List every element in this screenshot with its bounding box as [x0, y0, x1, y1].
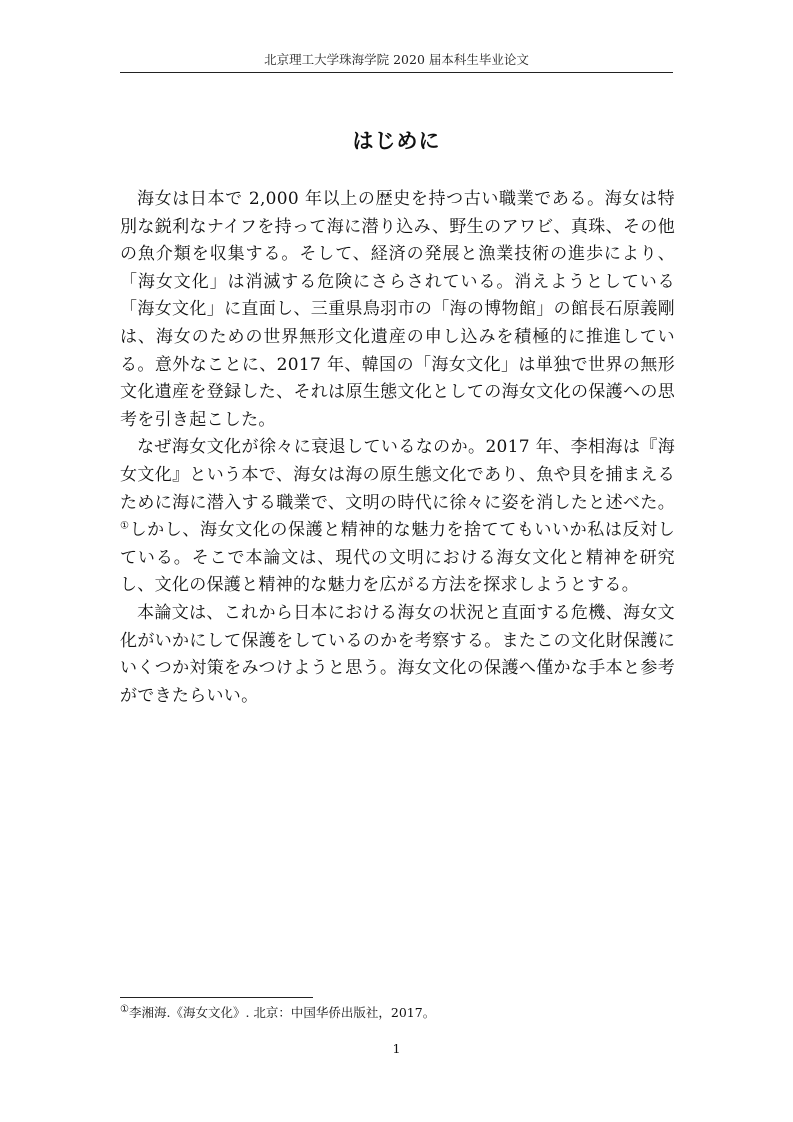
- paragraph-2: [120, 434, 675, 600]
- paragraph-1: 海女は日本で 2,000 年以上の歴史を持つ古い職業である。海女は特別な鋭利なナイフを持って海に潜り込み、野生のアワビ、真珠、その他の魚介類を収集する。そして、経済の発展と漁業技術の進歩により、「海女文化」は消滅する危険にさらされている。消えようとしている「海女文化」に直面し、三重県鳥羽市の「海の博物館」の館長石原義剛は、海女のための世界無形文化遺産の申し込みを積極的に推進している。意外なことに、2017 年、韓国の「海女文化」は単独で世界の無形文化遺産を登録した、それは原生態文化としての海女文化の保護への思考を引き起こした。: [120, 189, 675, 430]
- page-number: 1: [392, 1041, 401, 1056]
- header-rule: [120, 72, 673, 73]
- footnote-text: 李湘海.《海女文化》. 北京：中国华侨出版社，2017。: [128, 1005, 436, 1020]
- footnote-reference[interactable]: ①: [120, 520, 130, 532]
- paragraph-2-after-note: しかし、海女文化の保護と精神的な魅力を捨ててもいいか私は反対している。そこで本論文は、現代の文明における海女文化と精神を研究し、文化の保護と精神的な魅力を広がる方法を探求しようとする。: [120, 520, 675, 596]
- running-header: 北京理工大学珠海学院 2020 届本科生毕业论文: [264, 52, 529, 67]
- footnote-mark: ①: [120, 1003, 129, 1015]
- chapter-title: はじめに: [352, 128, 441, 153]
- body-text: [120, 186, 675, 710]
- paragraph-3: 本論文は、これから日本における海女の状況と直面する危機、海女文化がいかにして保護をしているのかを考察する。またこの文化財保護にいくつか対策をみつけようと思う。海女文化の保護へ僅かな手本と参考ができたらいい。: [120, 602, 675, 706]
- footnote: [120, 1004, 673, 1022]
- paragraph-2-before-note: なぜ海女文化が徐々に衰退しているなのか。2017 年、李相海は『海女文化』という本で、海女は海の原生態文化であり、魚や貝を捕まえるために海に潜入する職業で、文明の時代に徐々に姿を消したと述べた。: [120, 437, 675, 513]
- footnote-rule: [120, 997, 313, 998]
